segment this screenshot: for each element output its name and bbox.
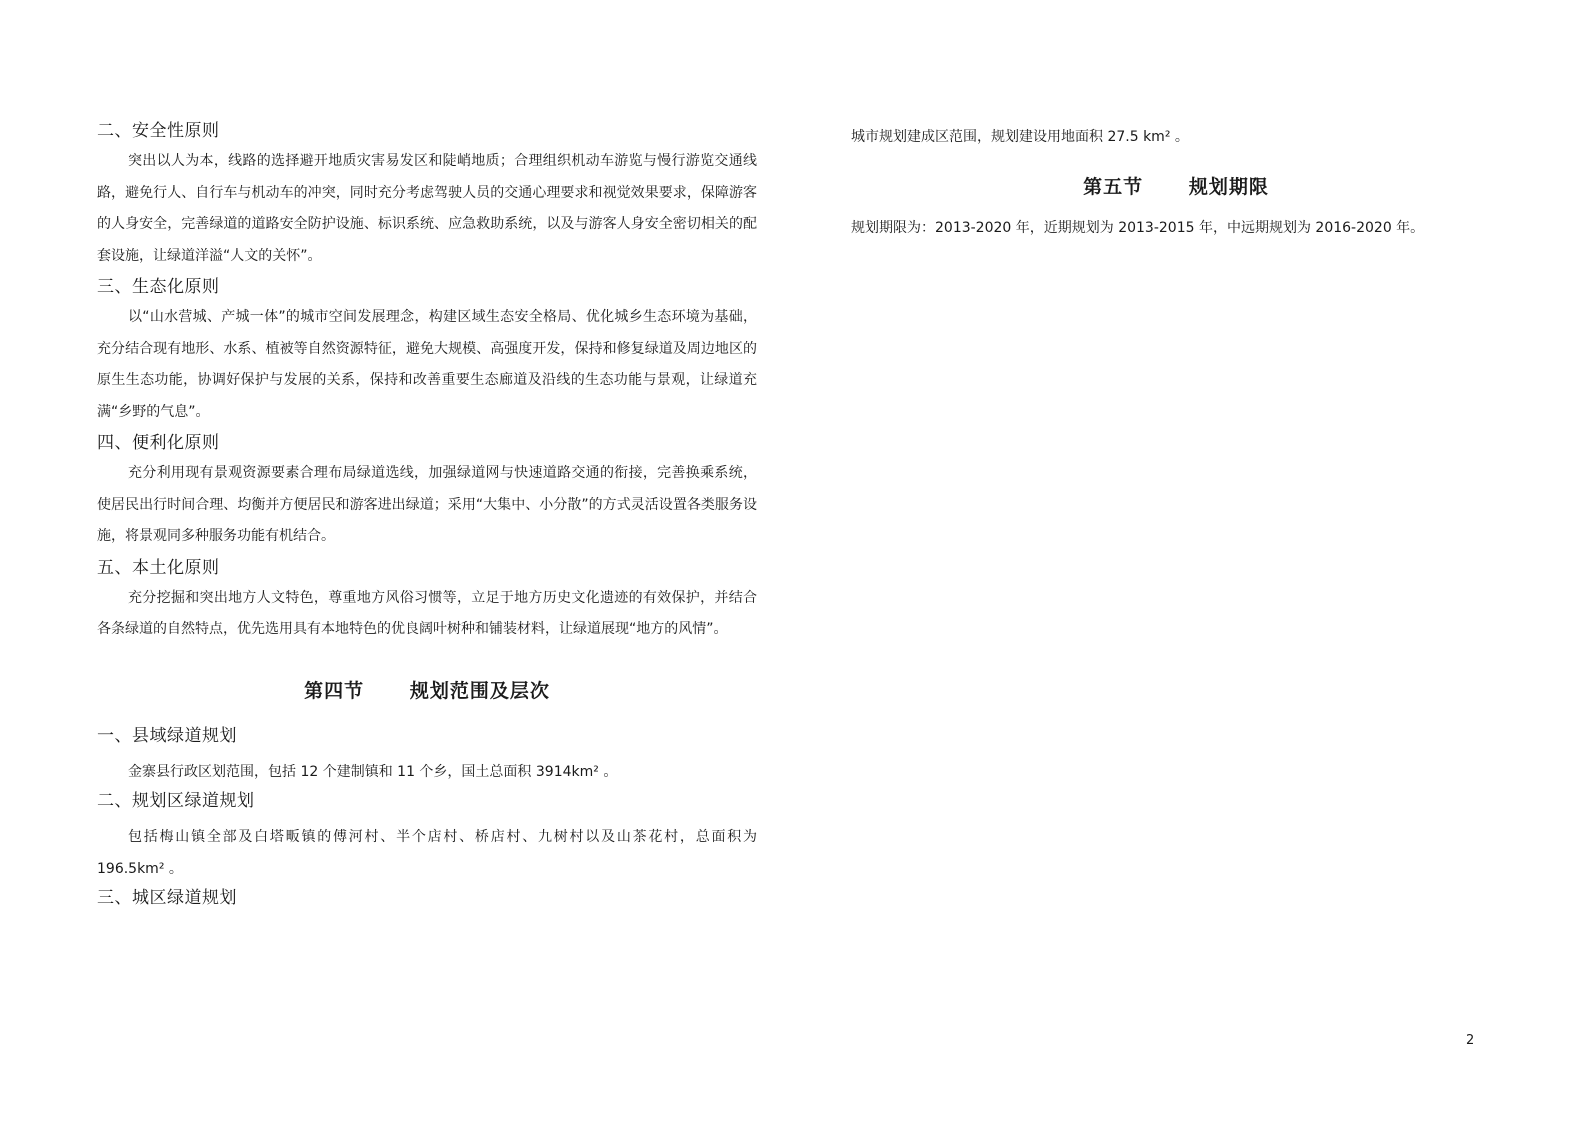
- paragraph-localization-principle: 充分挖掘和突出地方人文特色，尊重地方风俗习惯等，立足于地方历史文化遗迹的有效保护，并结合各条绿道的自然特点，优先选用具有本地特色的优良阔叶树种和铺装材料，让绿道展现“地方的风情”。: [97, 589, 757, 637]
- heading-urban-greenway: 三、城区绿道规划: [97, 888, 237, 908]
- heading-localization-principle: 五、本土化原则: [97, 557, 220, 578]
- heading-ecological-principle: 三、生态化原则: [97, 277, 220, 297]
- heading-planning-area-greenway: 二、规划区绿道规划: [97, 791, 255, 811]
- paragraph-county-greenway: 金寨县行政区划范围，包括 12 个建制镇和 11 个乡，国土总面积 3914km² 。: [128, 763, 618, 780]
- paragraph-planning-area-greenway: 包括梅山镇全部及白塔畈镇的傅河村、半个店村、桥店村、九树村以及山茶花村，总面积为 196.5km² 。: [97, 829, 757, 877]
- paragraph-planning-period: 规划期限为：2013-2020 年，近期规划为 2013-2015 年，中远期规划为 2016-2020 年。: [851, 219, 1425, 236]
- heading-county-greenway: 一、县域绿道规划: [97, 725, 237, 746]
- paragraph-ecological-principle: 以“山水营城、产城一体”的城市空间发展理念，构建区域生态安全格局、优化城乡生态环境为基础，充分结合现有地形、水系、植被等自然资源特征，避免大规模、高强度开发，保持和修复绿道及周边地区的原生生态功能，协调好保护与发展的关系，保持和改善重要生态廊道及沿线的生态功能与景观，让绿道充满“乡野的气息”。: [97, 309, 757, 420]
- paragraph-convenience-principle: 充分利用现有景观资源要素合理布局绿道选线，加强绿道网与快速道路交通的衔接，完善换乘系统，使居民出行时间合理、均衡并方便居民和游客进出绿道；采用“大集中、小分散”的方式灵活设置各类服务设施，将景观同多种服务功能有机结合。: [97, 465, 757, 544]
- paragraph-urban-greenway-continued: 城市规划建成区范围，规划建设用地面积 27.5 km² 。: [851, 129, 1189, 145]
- heading-safety-principle: 二、安全性原则: [97, 121, 220, 141]
- page-number: 2: [1466, 1033, 1475, 1048]
- heading-convenience-principle: 四、便利化原则: [97, 433, 220, 453]
- section-4-title: 第四节 规划范围及层次: [304, 679, 550, 702]
- right-column: [851, 122, 1501, 244]
- left-column: [97, 118, 757, 911]
- section-5-title: 第五节 规划期限: [1083, 175, 1269, 198]
- paragraph-safety-principle: 突出以人为本，线路的选择避开地质灾害易发区和陡峭地质；合理组织机动车游览与慢行游览交通线路，避免行人、自行车与机动车的冲突，同时充分考虑驾驶人员的交通心理要求和视觉效果要求，保障游客的人身安全，完善绿道的道路安全防护设施、标识系统、应急救助系统，以及与游客人身安全密切相关的配套设施，让绿道洋溢“人文的关怀”。: [97, 153, 757, 264]
